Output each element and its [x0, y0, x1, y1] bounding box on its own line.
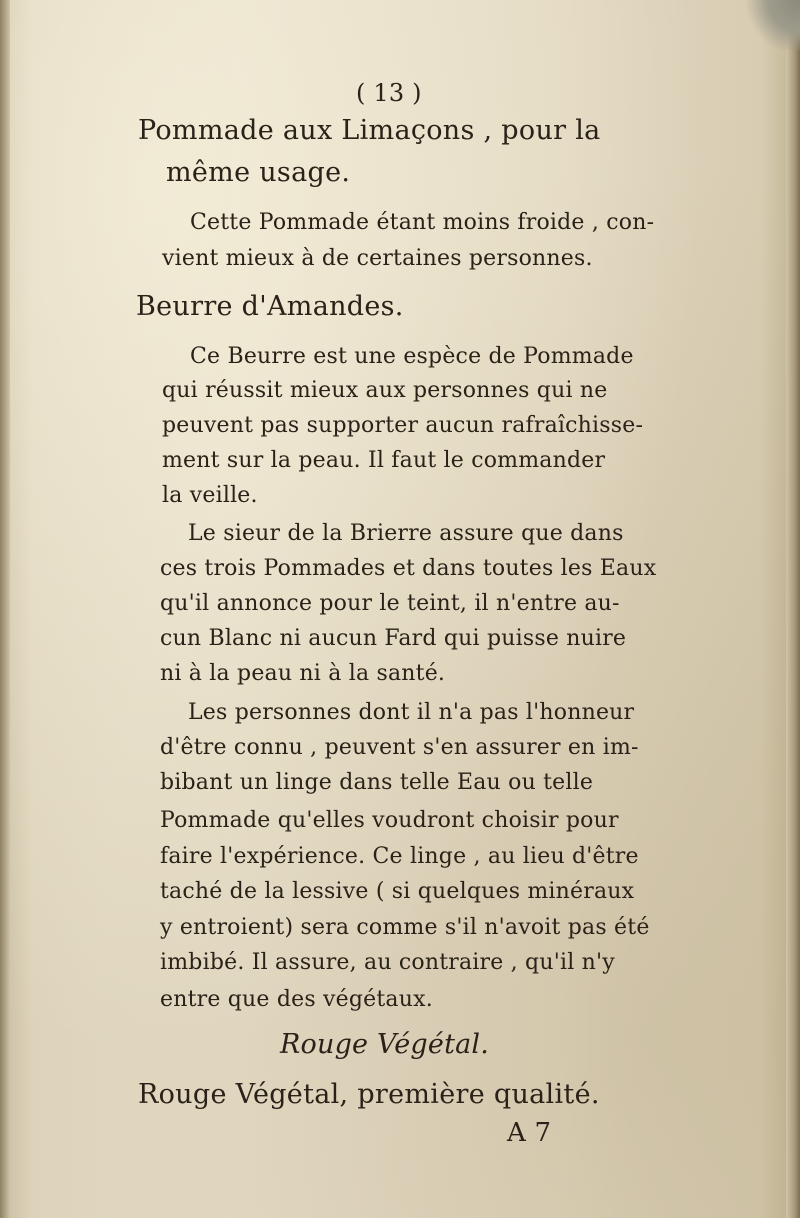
paragraph-line: entre que des végétaux.	[160, 987, 433, 1012]
italic-section-heading: Rouge Végétal.	[280, 1029, 490, 1060]
paragraph-line: Pommade qu'elles voudront choisir pour	[160, 808, 619, 833]
paragraph-line: Les personnes dont il n'a pas l'honneur	[188, 700, 635, 725]
paragraph-line: vient mieux à de certaines personnes.	[162, 246, 593, 271]
paragraph-line: ces trois Pommades et dans toutes les Eaux	[160, 556, 657, 581]
final-heading: Rouge Végétal, première qualité.	[138, 1079, 600, 1110]
signature-mark: A 7	[507, 1118, 552, 1148]
paragraph-line: Cette Pommade étant moins froide , con-	[190, 210, 655, 235]
page-left-edge	[0, 0, 10, 1218]
paragraph-line: Ce Beurre est une espèce de Pommade	[190, 344, 634, 369]
paragraph-line: peuvent pas supporter aucun rafraîchisse-	[162, 413, 644, 438]
paragraph-line: taché de la lessive ( si quelques minéraux	[160, 879, 635, 904]
paragraph-line: ni à la peau ni à la santé.	[160, 661, 446, 686]
paragraph-line: d'être connu , peuvent s'en assurer en im-	[160, 735, 639, 760]
page-corner-shadow	[740, 0, 800, 50]
paragraph-line: faire l'expérience. Ce linge , au lieu d'être	[160, 844, 639, 869]
paragraph-line: qu'il annonce pour le teint, il n'entre au-	[160, 591, 620, 616]
section-heading-line: Beurre d'Amandes.	[136, 291, 404, 322]
paragraph-line: la veille.	[162, 483, 258, 508]
section-heading-line: Pommade aux Limaçons , pour la	[138, 115, 601, 146]
section-heading-line: même usage.	[166, 157, 351, 188]
paragraph-line: cun Blanc ni aucun Fard qui puisse nuire	[160, 626, 627, 651]
paragraph-line: Le sieur de la Brierre assure que dans	[188, 521, 624, 546]
paragraph-line: y entroient) sera comme s'il n'avoit pas été	[160, 915, 650, 940]
paragraph-line: ment sur la peau. Il faut le commander	[162, 448, 606, 473]
page-right-edge	[786, 0, 800, 1218]
page-number: ( 13 )	[356, 79, 422, 107]
paragraph-line: bibant un linge dans telle Eau ou telle	[160, 770, 594, 795]
paragraph-line: imbibé. Il assure, au contraire , qu'il n'y	[160, 950, 615, 975]
paragraph-line: qui réussit mieux aux personnes qui ne	[162, 378, 608, 403]
